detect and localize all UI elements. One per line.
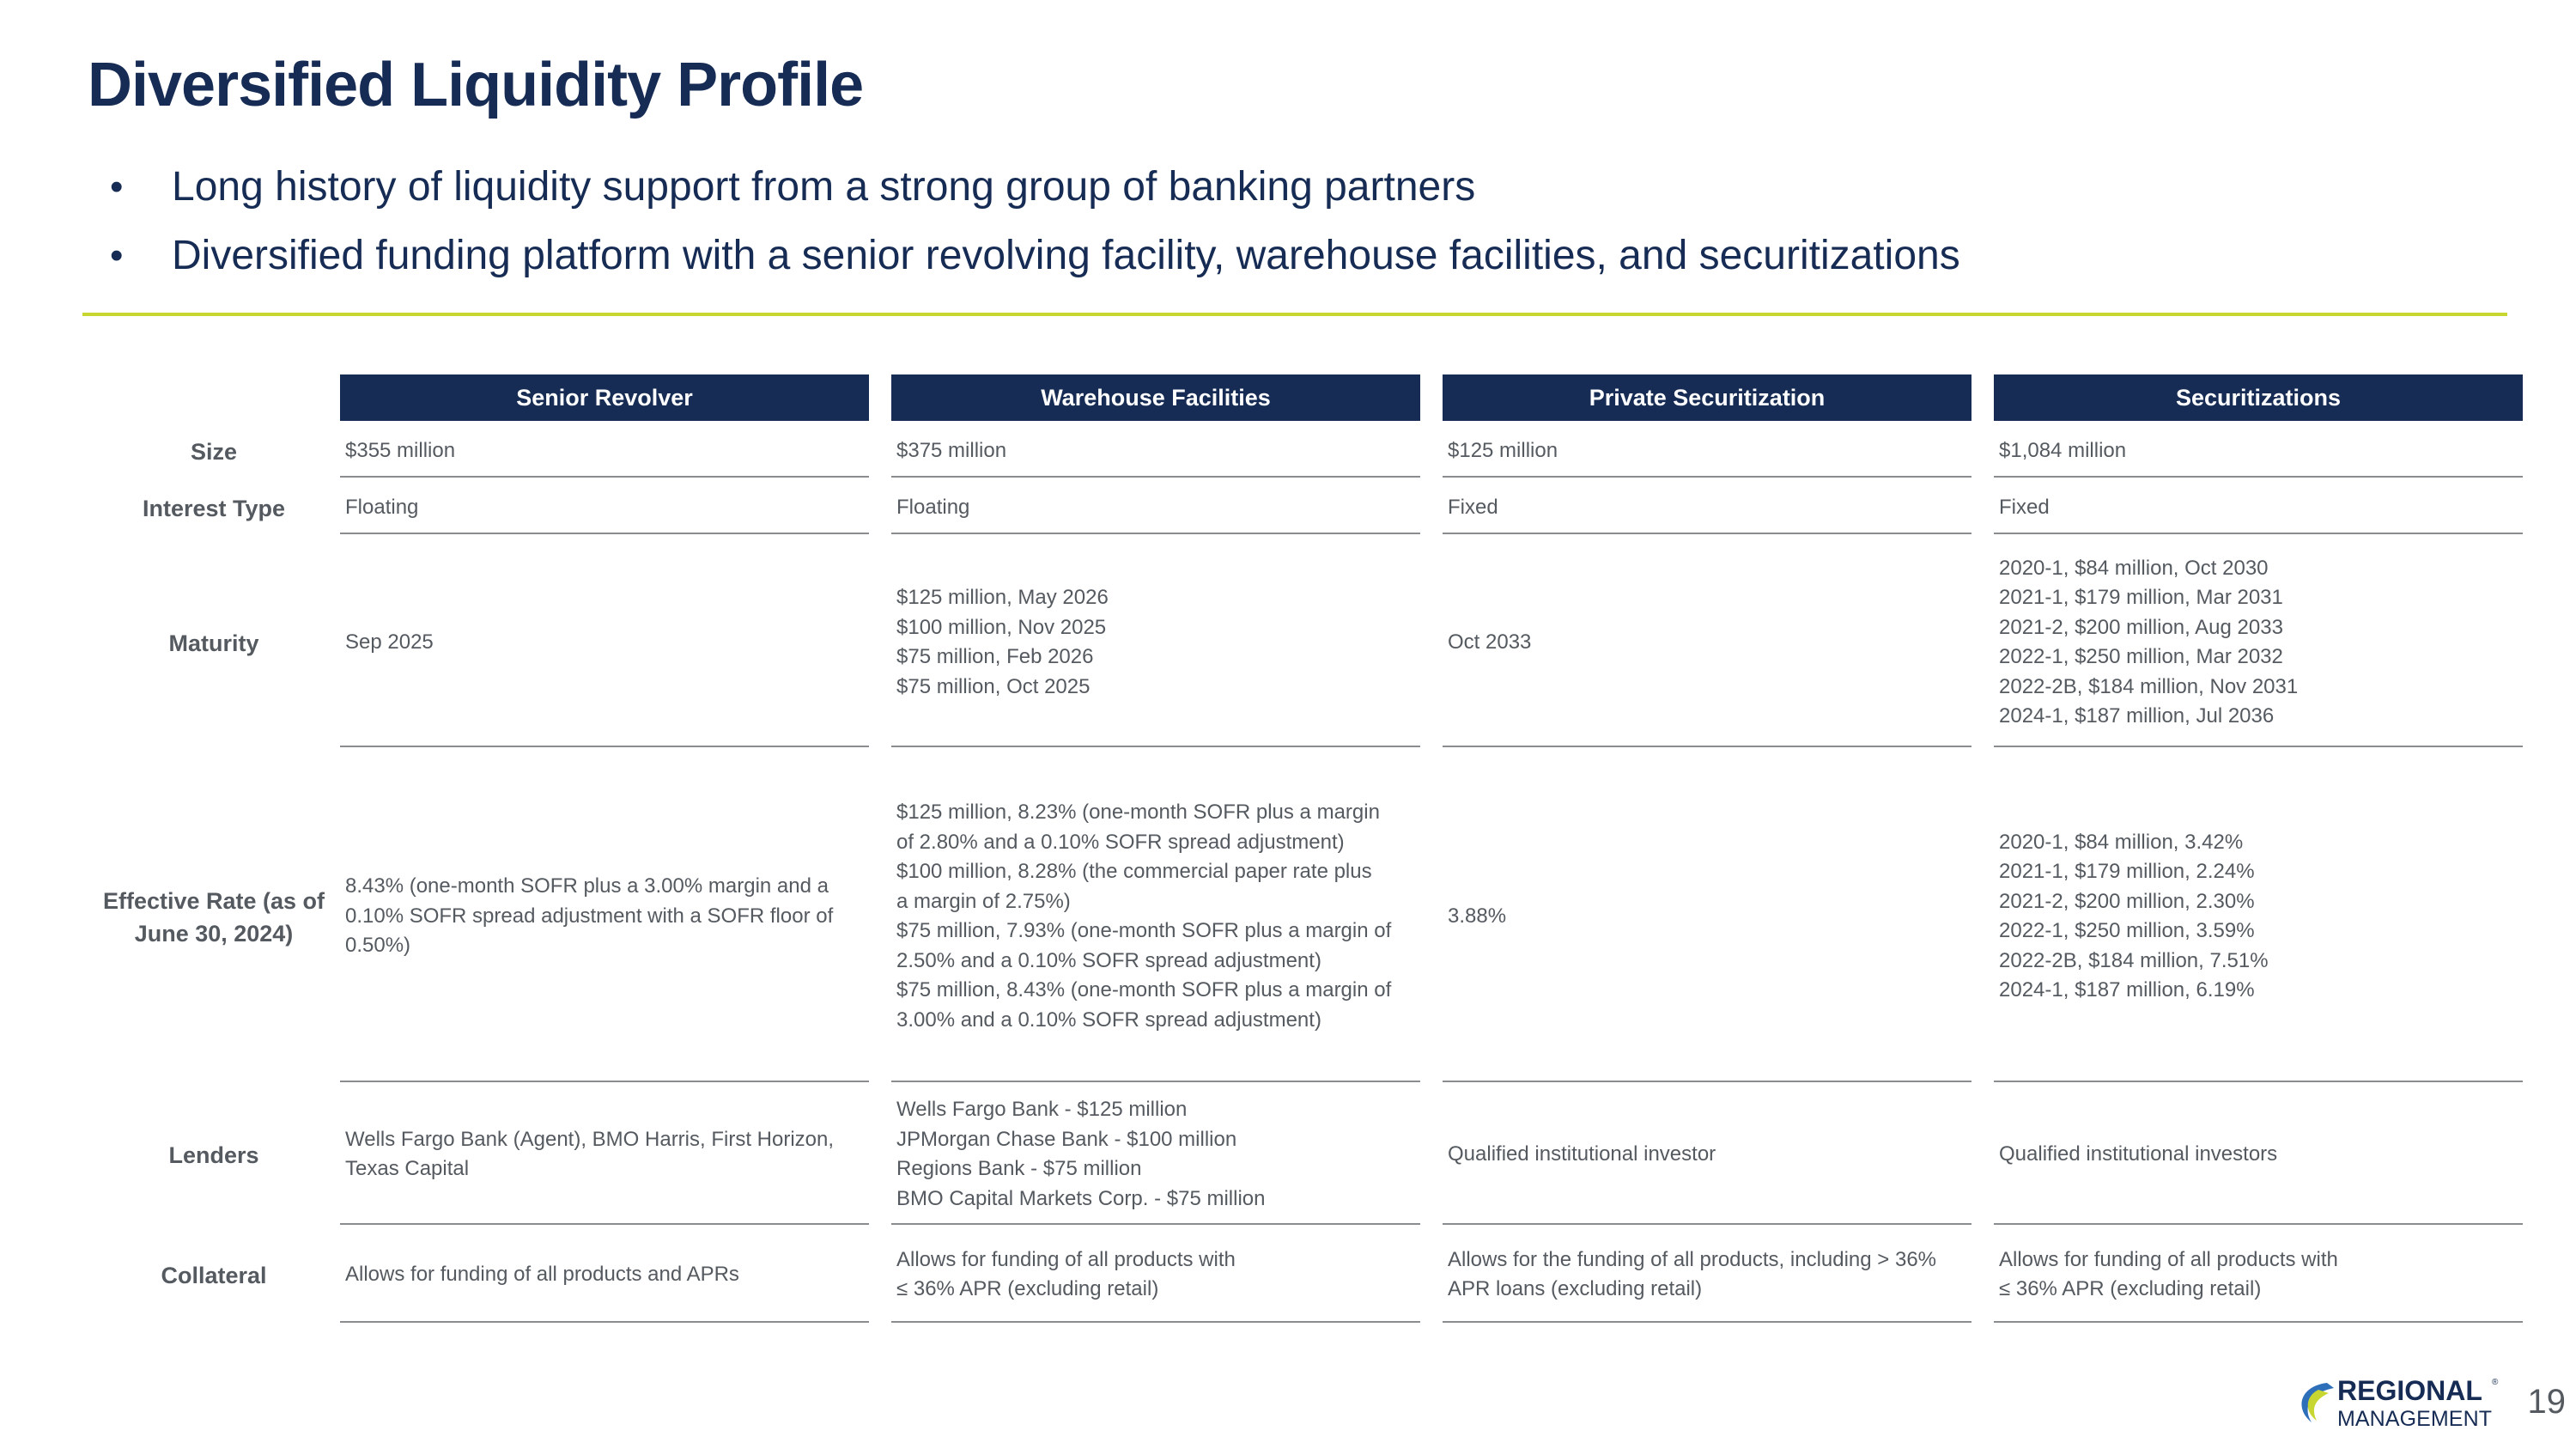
- row-label-text: Effective Rate (as of June 30, 2024): [102, 888, 325, 947]
- cell-line: $355 million: [345, 438, 456, 462]
- cell-line: Allows for funding of all products with: [1999, 1247, 2338, 1271]
- cell-line: $75 million, Feb 2026: [896, 645, 1094, 668]
- column-header-securitizations: Securitizations: [1994, 374, 2523, 421]
- table-cell: [891, 1086, 1420, 1225]
- table-cell: [340, 426, 869, 478]
- cell-line: 2022-1, $250 million, Mar 2032: [1999, 645, 2283, 668]
- logo-line1: REGIONAL: [2337, 1375, 2482, 1406]
- cell-line: $100 million, 8.28% (the commercial paper rate plus: [896, 860, 1372, 883]
- cell-line: Wells Fargo Bank (Agent), BMO Harris, First Horizon,: [345, 1127, 835, 1151]
- cell-line: 2024-1, $187 million, 6.19%: [1999, 978, 2255, 1002]
- cell-line: Floating: [896, 495, 970, 519]
- cell-line: $125 million, May 2026: [896, 586, 1109, 609]
- cell-line: Sep 2025: [345, 630, 434, 654]
- bullet-item: [110, 153, 2428, 222]
- table-cell: [340, 1086, 869, 1225]
- column-header-senior-revolver: Senior Revolver: [340, 374, 869, 421]
- cell-line: of 2.80% and a 0.10% SOFR spread adjustment): [896, 830, 1345, 854]
- table-cell: [1994, 1086, 2523, 1225]
- cell-line: Fixed: [1999, 495, 2050, 519]
- cell-line: 2024-1, $187 million, Jul 2036: [1999, 704, 2275, 728]
- cell-line: 2021-1, $179 million, 2.24%: [1999, 860, 2255, 883]
- cell-line: 0.10% SOFR spread adjustment with a SOFR floor of: [345, 904, 834, 928]
- table-cell: [1994, 1228, 2523, 1323]
- row-label: [89, 426, 338, 478]
- logo-mark: ®: [2492, 1378, 2499, 1387]
- cell-line: 2022-2B, $184 million, 7.51%: [1999, 948, 2269, 972]
- table-cell: [340, 1228, 869, 1323]
- table-cell: [1994, 426, 2523, 478]
- table-cell: [1443, 483, 1971, 534]
- table-cell: [891, 1228, 1420, 1323]
- cell-line: Fixed: [1448, 495, 1498, 519]
- cell-line: 8.43% (one-month SOFR plus a 3.00% margin and a: [345, 874, 829, 898]
- cell-line: a margin of 2.75%): [896, 889, 1071, 913]
- row-label-text: Interest Type: [142, 496, 286, 521]
- cell-line: Wells Fargo Bank - $125 million: [896, 1098, 1188, 1121]
- row-label: [89, 539, 338, 747]
- bullet-dot-icon: •: [110, 166, 124, 208]
- bullet-text: Diversified funding platform with a senior revolving facility, warehouse facilities, and securitizations: [172, 233, 1960, 278]
- cell-line: $1,084 million: [1999, 438, 2127, 462]
- cell-line: Texas Capital: [345, 1157, 470, 1180]
- cell-line: Qualified institutional investor: [1448, 1142, 1716, 1166]
- cell-line: Allows for the funding of all products, including > 36%: [1448, 1247, 1937, 1271]
- row-label: [89, 483, 338, 534]
- table-cell: [340, 539, 869, 747]
- table-cell: [1443, 1228, 1971, 1323]
- column-header-warehouse-facilities: Warehouse Facilities: [891, 374, 1420, 421]
- cell-line: $75 million, 8.43% (one-month SOFR plus a margin of: [896, 978, 1392, 1002]
- cell-line: 2020-1, $84 million, 3.42%: [1999, 830, 2244, 854]
- logo-swoosh-icon: [2301, 1383, 2334, 1422]
- bullet-text: Long history of liquidity support from a strong group of banking partners: [172, 164, 1476, 210]
- cell-line: ≤ 36% APR (excluding retail): [1999, 1277, 2262, 1300]
- cell-line: APR loans (excluding retail): [1448, 1277, 1703, 1300]
- cell-line: Oct 2033: [1448, 630, 1532, 654]
- table-cell: [891, 426, 1420, 478]
- bullet-dot-icon: •: [110, 234, 124, 277]
- cell-line: 3.00% and a 0.10% SOFR spread adjustment): [896, 1008, 1321, 1032]
- cell-line: $125 million, 8.23% (one-month SOFR plus a margin: [896, 801, 1380, 824]
- divider: [82, 313, 2507, 316]
- page-number: 19: [2527, 1383, 2566, 1421]
- cell-line: $125 million: [1448, 438, 1558, 462]
- table-cell: [891, 539, 1420, 747]
- table-cell: [1443, 752, 1971, 1082]
- page-title: Diversified Liquidity Profile: [88, 51, 864, 119]
- column-header-private-securitization: Private Securitization: [1443, 374, 1971, 421]
- cell-line: $100 million, Nov 2025: [896, 615, 1107, 639]
- row-label-text: Collateral: [161, 1263, 267, 1288]
- cell-line: 2022-1, $250 million, 3.59%: [1999, 919, 2255, 942]
- bullet-list: [110, 153, 2428, 290]
- cell-line: 0.50%): [345, 934, 411, 958]
- cell-line: 2.50% and a 0.10% SOFR spread adjustment): [896, 948, 1321, 972]
- cell-line: $75 million, Oct 2025: [896, 674, 1091, 698]
- table-cell: [340, 752, 869, 1082]
- table-cell: [891, 483, 1420, 534]
- table-cell: [1994, 539, 2523, 747]
- row-label: [89, 752, 338, 1082]
- cell-line: 2021-1, $179 million, Mar 2031: [1999, 586, 2283, 609]
- cell-line: 3.88%: [1448, 904, 1507, 928]
- table-cell: [1994, 752, 2523, 1082]
- table-cell: [1443, 1086, 1971, 1225]
- cell-line: 2021-2, $200 million, Aug 2033: [1999, 615, 2283, 639]
- regional-management-logo: [2293, 1374, 2516, 1433]
- row-label-text: Maturity: [168, 630, 259, 656]
- cell-line: 2021-2, $200 million, 2.30%: [1999, 889, 2255, 913]
- cell-line: $75 million, 7.93% (one-month SOFR plus a margin of: [896, 919, 1392, 942]
- table-cell: [1994, 483, 2523, 534]
- cell-line: Allows for funding of all products and APRs: [345, 1262, 739, 1286]
- row-label-text: Lenders: [168, 1142, 259, 1168]
- cell-line: Allows for funding of all products with: [896, 1247, 1236, 1271]
- table-cell: [1443, 426, 1971, 478]
- cell-line: 2022-2B, $184 million, Nov 2031: [1999, 674, 2299, 698]
- logo-line2: MANAGEMENT: [2337, 1407, 2492, 1431]
- bullet-item: [110, 222, 2428, 290]
- row-label: [89, 1228, 338, 1323]
- row-label-text: Size: [190, 439, 238, 465]
- table-cell: [1443, 539, 1971, 747]
- cell-line: Regions Bank - $75 million: [896, 1157, 1142, 1180]
- table-cell: [340, 483, 869, 534]
- cell-line: Floating: [345, 495, 419, 519]
- table-cell: [891, 752, 1420, 1082]
- cell-line: 2020-1, $84 million, Oct 2030: [1999, 556, 2269, 580]
- cell-line: ≤ 36% APR (excluding retail): [896, 1277, 1159, 1300]
- cell-line: BMO Capital Markets Corp. - $75 million: [896, 1186, 1266, 1210]
- cell-line: Qualified institutional investors: [1999, 1142, 2278, 1166]
- row-label: [89, 1086, 338, 1225]
- cell-line: JPMorgan Chase Bank - $100 million: [896, 1127, 1237, 1151]
- cell-line: $375 million: [896, 438, 1007, 462]
